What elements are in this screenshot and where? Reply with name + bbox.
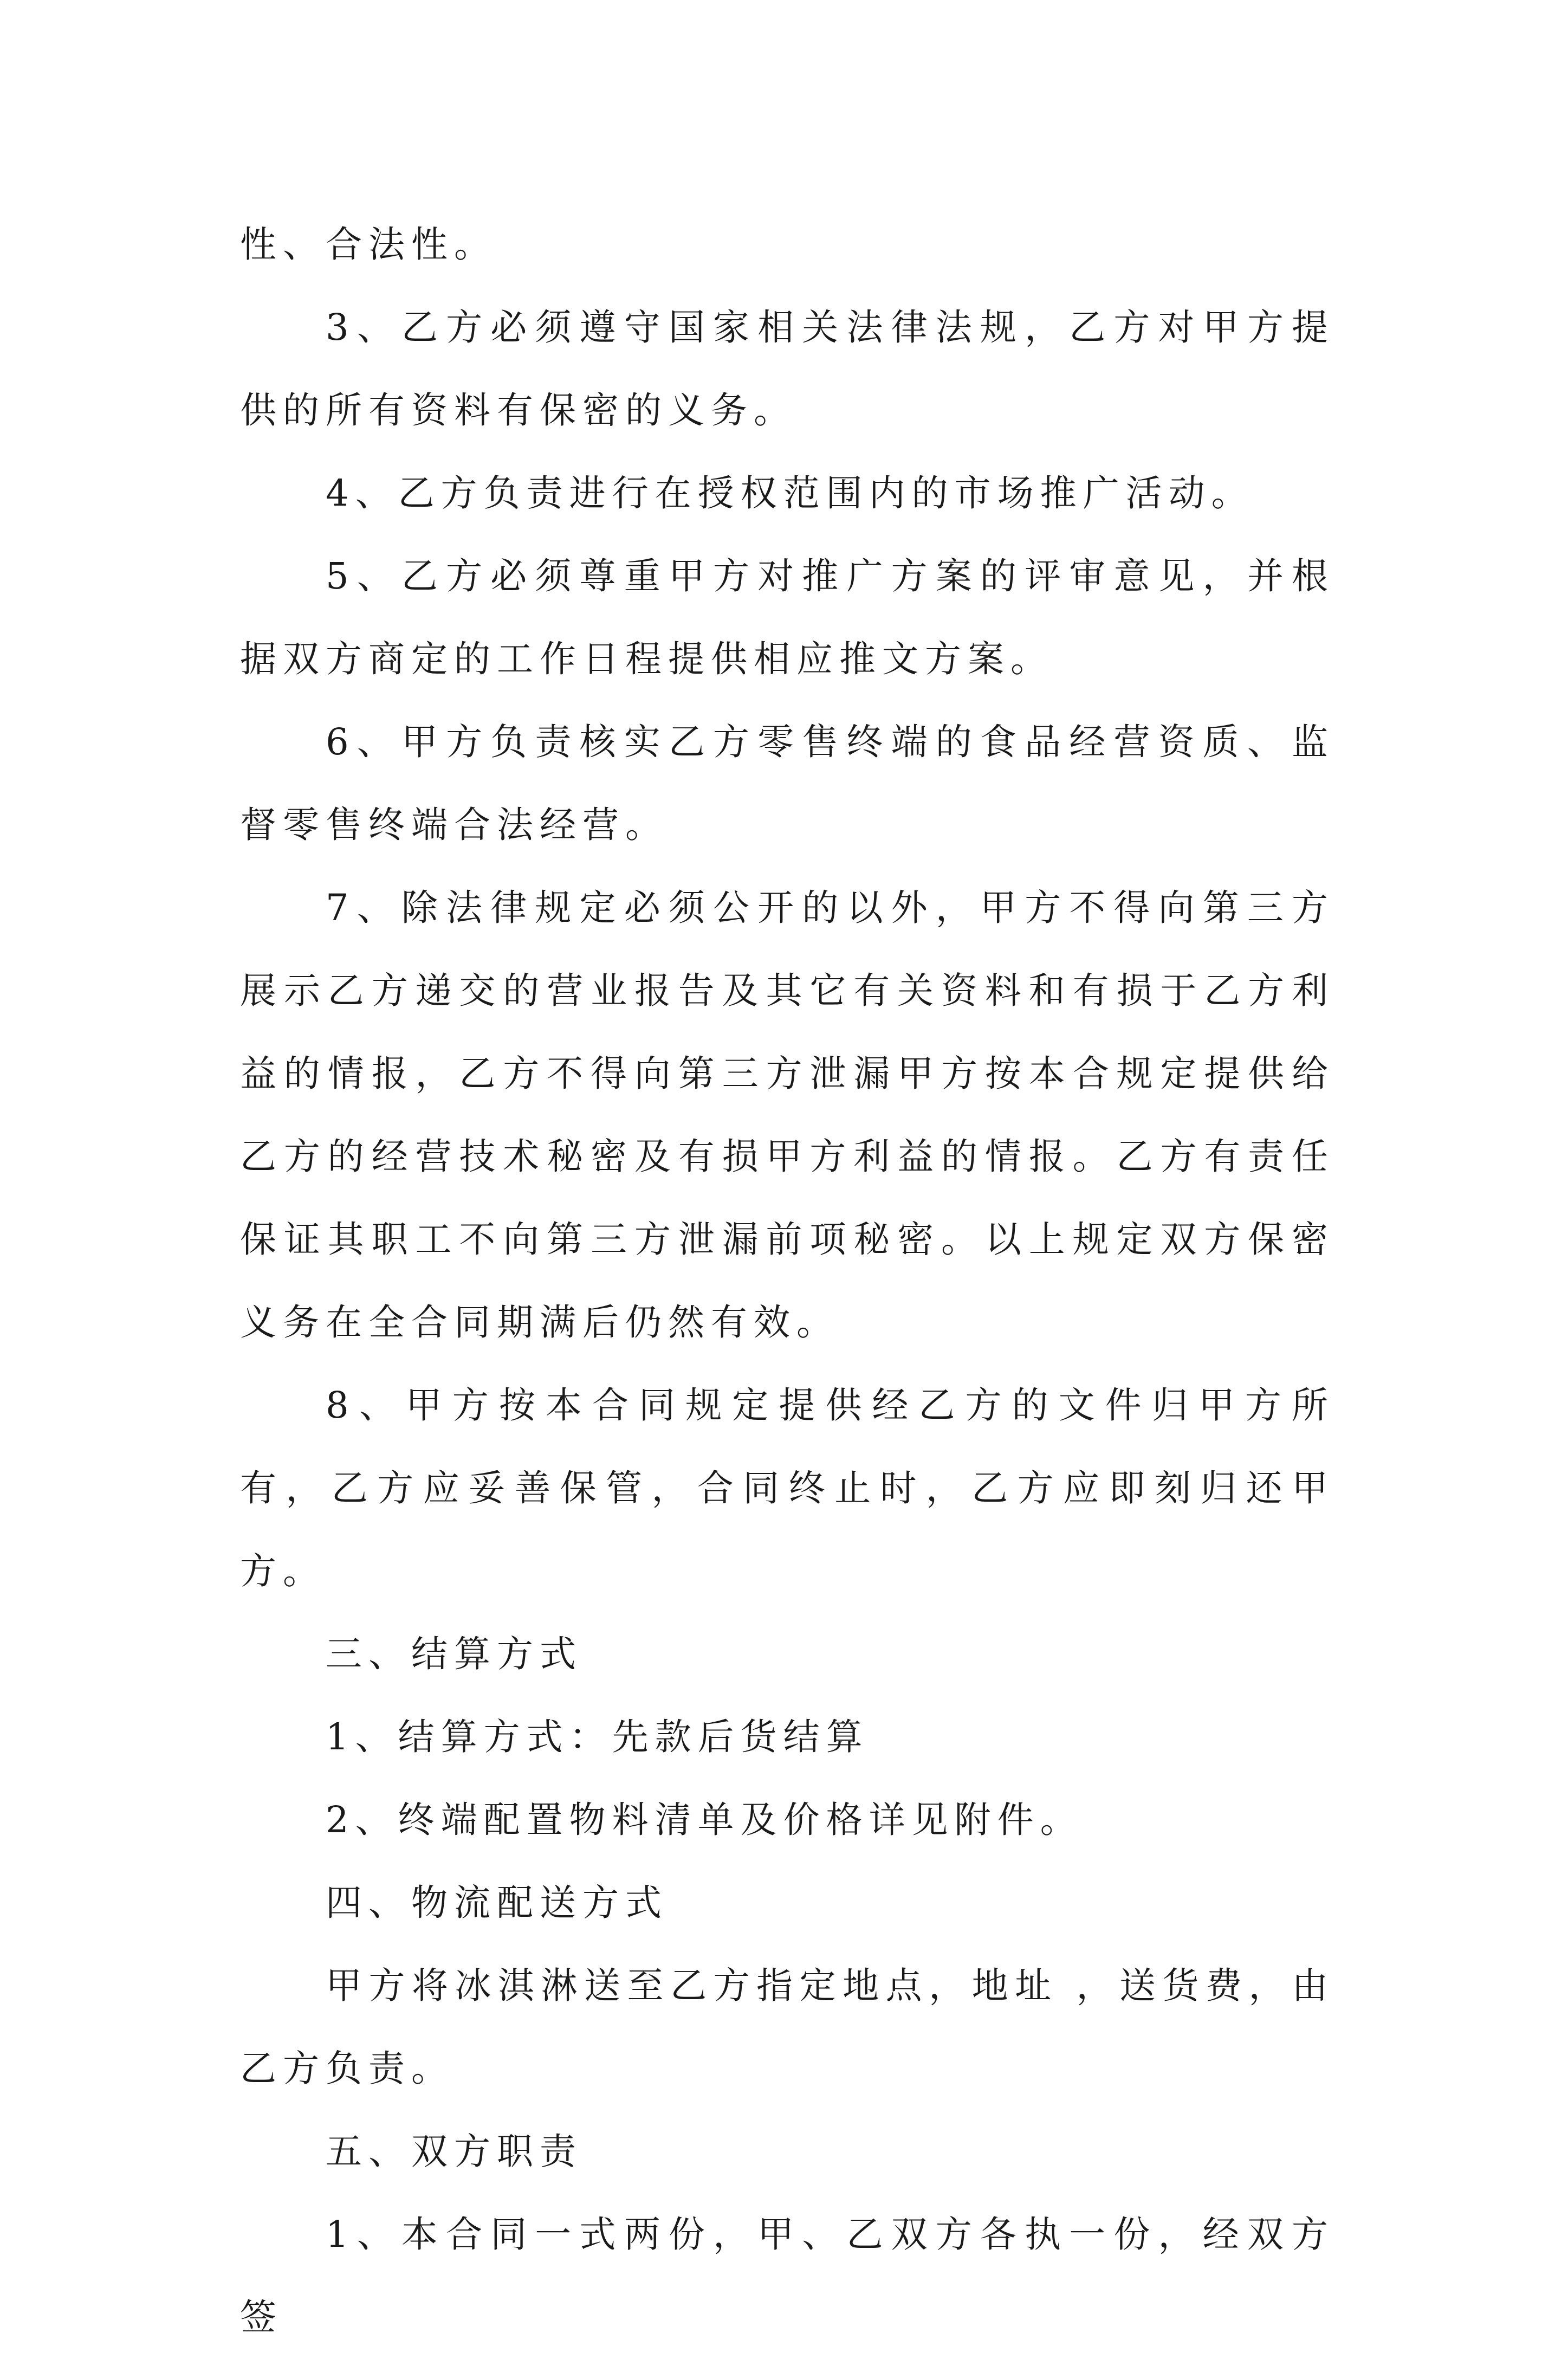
paragraph-4: 5、乙方必须尊重甲方对推广方案的评审意见，并根据双方商定的工作日程提供相应推文方案。: [240, 555, 1334, 680]
paragraph-settlement-2: 2、终端配置物料清单及价格详见附件。: [326, 1799, 1083, 1841]
section-heading-logistics: 四、物流配送方式: [326, 1882, 668, 1924]
paragraph-settlement-1: 1、结算方式：先款后货结算: [326, 1716, 869, 1758]
paragraph-1: 性、合法性。: [240, 223, 497, 266]
document-body: [240, 203, 1334, 2359]
paragraph-logistics: 甲方将冰淇淋送至乙方指定地点，地址 ，送货费，由乙方负责。: [240, 1964, 1334, 2090]
paragraph-duties-1: 1、本合同一式两份，甲、乙双方各执一份，经双方签: [240, 2213, 1334, 2338]
paragraph-7: 8、甲方按本合同规定提供经乙方的文件归甲方所有，乙方应妥善保管，合同终止时，乙方应即刻归还甲方。: [240, 1384, 1334, 1592]
paragraph-5: 6、甲方负责核实乙方零售终端的食品经营资质、监督零售终端合法经营。: [240, 721, 1334, 846]
paragraph-6: 7、除法律规定必须公开的以外，甲方不得向第三方展示乙方递交的营业报告及其它有关资料和有损于乙方利益的情报，乙方不得向第三方泄漏甲方按本合规定提供给乙方的经营技术秘密及有损甲方利益的情报。乙方有责任保证其职工不向第三方泄漏前项秘密。以上规定双方保密义务在全合同期满后仍然有效。: [240, 887, 1334, 1343]
paragraph-3: 4、乙方负责进行在授权范围内的市场推广活动。: [326, 472, 1254, 514]
section-heading-settlement: 三、结算方式: [326, 1633, 582, 1675]
paragraph-2: 3、乙方必须遵守国家相关法律法规，乙方对甲方提供的所有资料有保密的义务。: [240, 306, 1334, 431]
section-heading-duties: 五、双方职责: [326, 2130, 582, 2173]
